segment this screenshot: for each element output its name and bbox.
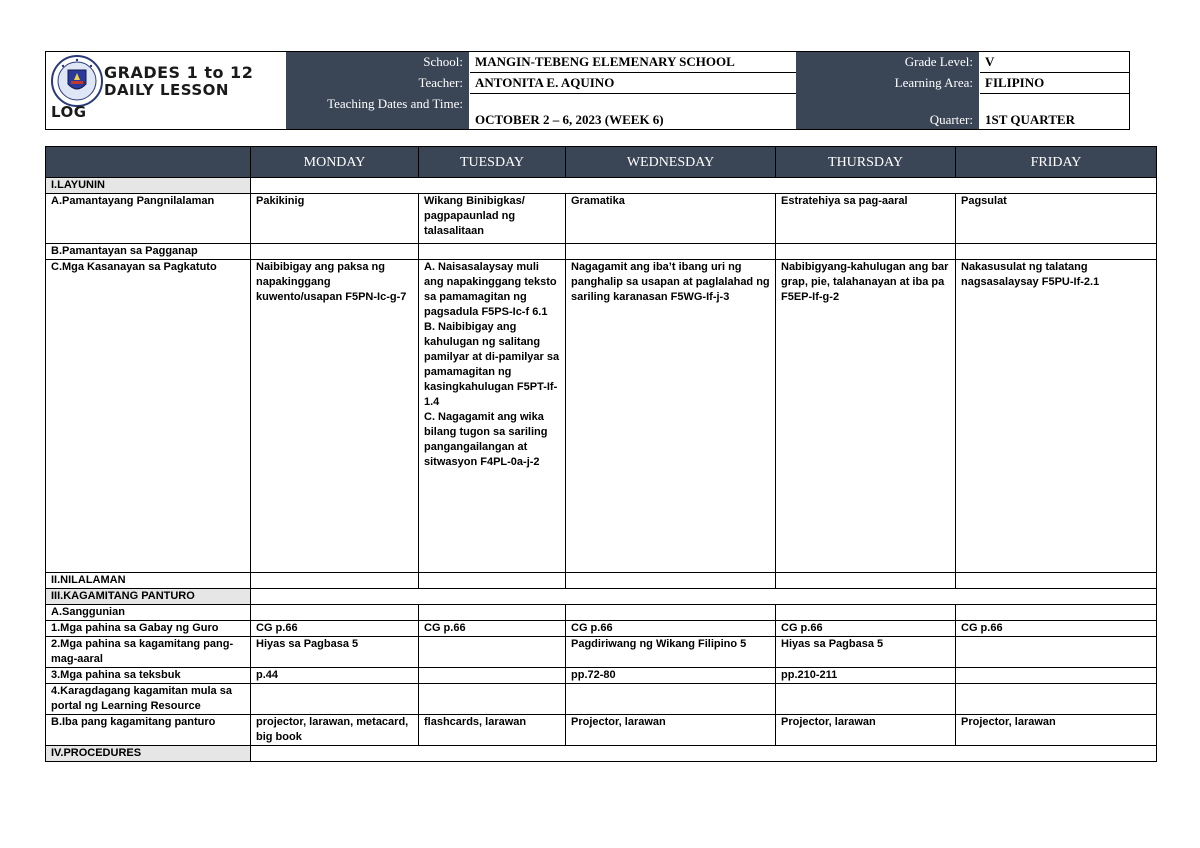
table-cell [776, 605, 956, 621]
table-cell: Projector, larawan [776, 715, 956, 746]
lesson-plan-table [45, 146, 1157, 762]
table-cell [251, 605, 419, 621]
header-corner-cell [46, 147, 251, 178]
deped-seal-icon [50, 54, 104, 108]
table-cell [419, 668, 566, 684]
brand-block [46, 52, 287, 129]
table-row-pang-mag-aaral [46, 637, 1157, 668]
table-cell: Projector, larawan [566, 715, 776, 746]
row-label: 1.Mga pahina sa Gabay ng Guro [46, 621, 251, 637]
row-label: 3.Mga pahina sa teksbuk [46, 668, 251, 684]
table-cell [419, 684, 566, 715]
table-cell: Nagagamit ang iba’t ibang uri ng panghalip sa usapan at paglalahad ng sariling karanasan F5WG-If-j-3 [566, 260, 776, 573]
table-cell: CG p.66 [776, 621, 956, 637]
section-label: IV.PROCEDURES [46, 746, 251, 762]
table-cell [776, 573, 956, 589]
quarter-label: Quarter: [796, 94, 980, 129]
table-cell: CG p.66 [956, 621, 1157, 637]
table-cell [776, 244, 956, 260]
grade-level-label: Grade Level: [796, 52, 980, 73]
brand-title-line1: GRADES 1 to 12 [104, 63, 254, 82]
table-cell: Gramatika [566, 194, 776, 244]
quarter-value: 1ST QUARTER [985, 112, 1075, 127]
table-row-teksbuk [46, 668, 1157, 684]
table-row-gabay-ng-guro [46, 621, 1157, 637]
table-cell: CG p.66 [251, 621, 419, 637]
teacher-label: Teacher: [286, 73, 470, 94]
row-label: C.Mga Kasanayan sa Pagkatuto [46, 260, 251, 573]
table-cell: CG p.66 [566, 621, 776, 637]
table-cell: Nabibigyang-kahulugan ang bar grap, pie, talahanayan at iba pa F5EP-If-g-2 [776, 260, 956, 573]
table-cell [956, 244, 1157, 260]
school-label: School: [286, 52, 470, 73]
table-cell: Pakikinig [251, 194, 419, 244]
day-header-thursday: THURSDAY [776, 147, 956, 178]
table-cell [566, 684, 776, 715]
table-cell: Estratehiya sa pag-aaral [776, 194, 956, 244]
table-cell [251, 684, 419, 715]
table-row-karagdagang-kagamitan [46, 684, 1157, 715]
table-row-mga-kasanayan [46, 260, 1157, 573]
table-cell: Projector, larawan [956, 715, 1157, 746]
brand-title-line2: DAILY LESSON [104, 81, 229, 99]
row-label: A.Sanggunian [46, 605, 251, 621]
table-cell: Hiyas sa Pagbasa 5 [776, 637, 956, 668]
learning-area-label: Learning Area: [796, 73, 980, 94]
table-cell [956, 573, 1157, 589]
header-row-teacher [286, 73, 1129, 94]
table-row-pamantayang-pangnilalaman [46, 194, 1157, 244]
row-label: B.Iba pang kagamitang panturo [46, 715, 251, 746]
table-cell: Nakasusulat ng talatang nagsasalaysay F5PU-If-2.1 [956, 260, 1157, 573]
section-row-layunin [46, 178, 1157, 194]
teaching-dates-value: OCTOBER 2 – 6, 2023 (WEEK 6) [475, 112, 664, 127]
day-header-monday: MONDAY [251, 147, 419, 178]
table-cell [566, 244, 776, 260]
school-value: MANGIN-TEBENG ELEMENARY SCHOOL [470, 52, 796, 73]
table-cell [419, 605, 566, 621]
day-header-friday: FRIDAY [956, 147, 1157, 178]
day-header-wednesday: WEDNESDAY [566, 147, 776, 178]
table-cell [776, 684, 956, 715]
table-cell [566, 605, 776, 621]
header-row-dates [286, 94, 1129, 129]
row-label: II.NILALAMAN [46, 573, 251, 589]
row-label: 2.Mga pahina sa kagamitang pang-mag-aaral [46, 637, 251, 668]
section-row-kagamitang-panturo [46, 589, 1157, 605]
section-span-cell [251, 589, 1157, 605]
section-span-cell [251, 746, 1157, 762]
section-label: III.KAGAMITANG PANTURO [46, 589, 251, 605]
row-label: B.Pamantayan sa Pagganap [46, 244, 251, 260]
table-cell: Wikang Binibigkas/ pagpapaunlad ng talasalitaan [419, 194, 566, 244]
table-row-sanggunian [46, 605, 1157, 621]
table-row-iba-pang-kagamitan [46, 715, 1157, 746]
table-cell [956, 684, 1157, 715]
grade-level-value: V [980, 52, 1129, 73]
section-span-cell [251, 178, 1157, 194]
header-info-grid [286, 52, 1129, 129]
table-cell: A. Naisasalaysay muli ang napakinggang teksto sa pamamagitan ng pagsadula F5PS-Ic-f 6.1 B. Naibibigay ang kahulugan ng salitang pamilyar at di-pamilyar sa pamamagitan ng kasingkahulugan F5PT-If-1.4 C. Nagagamit ang wika bilang tugon sa sariling pangangailangan at sitwasyon F4PL-0a-j-2 [419, 260, 566, 573]
table-cell: pp.210-211 [776, 668, 956, 684]
table-cell: pp.72-80 [566, 668, 776, 684]
teacher-value: ANTONITA E. AQUINO [470, 73, 796, 94]
table-cell [419, 573, 566, 589]
table-cell [419, 244, 566, 260]
table-cell: p.44 [251, 668, 419, 684]
table-cell [956, 668, 1157, 684]
learning-area-value: FILIPINO [980, 73, 1129, 94]
table-cell: Pagsulat [956, 194, 1157, 244]
header-row-school [286, 52, 1129, 73]
table-cell: CG p.66 [419, 621, 566, 637]
table-cell [419, 637, 566, 668]
table-cell: Hiyas sa Pagbasa 5 [251, 637, 419, 668]
table-cell [251, 573, 419, 589]
table-cell: projector, larawan, metacard, big book [251, 715, 419, 746]
table-row-nilalaman [46, 573, 1157, 589]
day-header-row [46, 147, 1157, 178]
table-cell [566, 573, 776, 589]
row-label: A.Pamantayang Pangnilalaman [46, 194, 251, 244]
teaching-dates-label: Teaching Dates and Time: [286, 94, 470, 129]
section-row-procedures [46, 746, 1157, 762]
section-label: I.LAYUNIN [46, 178, 251, 194]
lesson-log-header [45, 51, 1130, 130]
row-label: 4.Karagdagang kagamitan mula sa portal ng Learning Resource [46, 684, 251, 715]
day-header-tuesday: TUESDAY [419, 147, 566, 178]
table-cell: Pagdiriwang ng Wikang Filipino 5 [566, 637, 776, 668]
table-row-pamantayan-sa-pagganap [46, 244, 1157, 260]
table-cell [956, 637, 1157, 668]
brand-title-line3: LOG [51, 103, 87, 121]
table-cell: Naibibigay ang paksa ng napakinggang kuwento/usapan F5PN-Ic-g-7 [251, 260, 419, 573]
table-cell: flashcards, larawan [419, 715, 566, 746]
table-cell [956, 605, 1157, 621]
table-cell [251, 244, 419, 260]
